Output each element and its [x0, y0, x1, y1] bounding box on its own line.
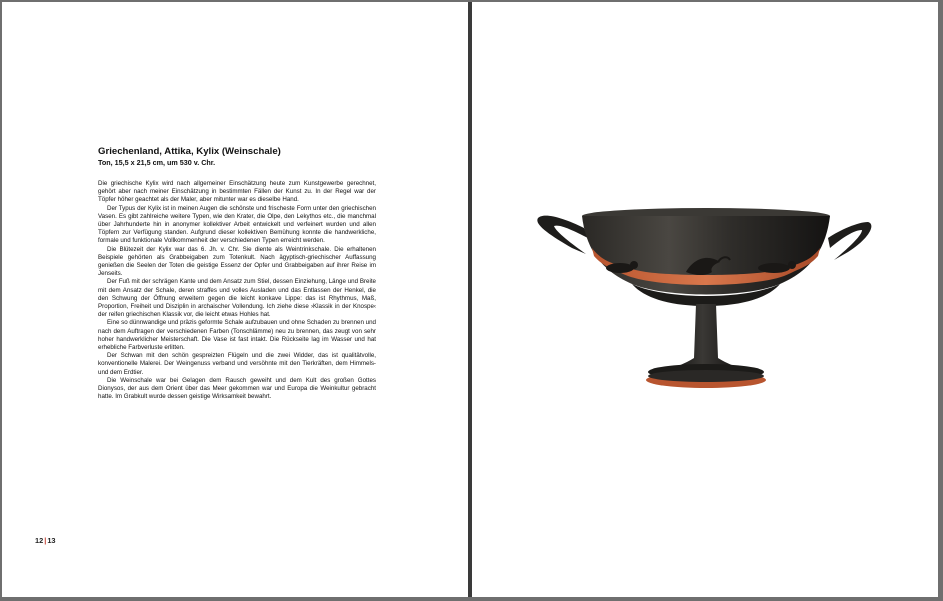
paragraph: Der Schwan mit den schön gespreizten Flügeln und die zwei Widder, das ist qualitätvolle, konventionelle Malerei. Der Weingenuss verband und versöhnte mit den Tierkräften, dem Himmels- und dem Erdtier.: [98, 352, 376, 376]
right-page: [472, 2, 938, 597]
right-handle: [828, 222, 871, 260]
page-subheading: Ton, 15,5 x 21,5 cm, um 530 v. Chr.: [98, 158, 216, 167]
page-heading: Griechenland, Attika, Kylix (Weinschale): [98, 146, 281, 157]
paragraph: Der Typus der Kylix ist in meinen Augen die schönste und frischeste Form unter den griechischen Vasen. Es gibt zahlreiche weitere Typen, wie den Krater, die Olpe, den Lekythos etc., die manchmal über Jahrhunderte hin in anonymer kollektiver Arbeit entwickelt und verfeinert wurden und allen Töpfern zur Verfügung standen. Aufgrund dieser kollektiven Bemühung konnte die handwerkliche, formale und funktionale Vollkommenheit der verschiedenen Typen erreicht werden.: [98, 204, 376, 245]
paragraph: Die Blütezeit der Kylix war das 6. Jh. v. Chr. Sie diente als Weintrinkschale. Die erhaltenen Beispiele gehörten als Grabbeigaben zum Totenkult. Nach ägyptisch-griechischer Auffassung genießen die Seelen der Toten die geistige Essenz der Opfer und Grabbeigaben auf ihrer Reise im Jenseits.: [98, 245, 376, 278]
left-handle: [537, 216, 588, 254]
paragraph: Der Fuß mit der schrägen Kante und dem Ansatz zum Stiel, dessen Einziehung, Länge und Breite mit dem Ansatz der Schale, deren straffes und volles Ausladen und das Entlassen der Henkel, die den Schwung der Öffnung erweitern gegen die leicht konkave Lippe: das ist Rhythmus, Maß, Proportion, Freiheit und Disziplin in archaischer Vollendung. Ich ziehe diese ›Klassik in der Knospe‹ der reifen griechischen Klassik vor, die leicht etwas Hohles hat.: [98, 278, 376, 319]
left-page: [2, 2, 468, 597]
page-number-right: 13: [47, 536, 56, 545]
page-number-separator: |: [44, 536, 47, 545]
paragraph: Die Weinschale war bei Gelagen dem Rausch geweiht und dem Kult des großen Gottes Dionysos, der aus dem Orient über das Meer gekommen war und Europa die Weinkultur gebracht hatte. Im Grabkult wurde dessen geistige Wirksamkeit bewahrt.: [98, 376, 376, 401]
page-number-left: 12: [35, 536, 44, 545]
kylix-vase-image: [536, 208, 876, 400]
text-block: [98, 146, 376, 401]
paragraph: Die griechische Kylix wird nach allgemeiner Einschätzung heute zum Kunstgewerbe gerechnet, gehört aber nach meiner Einschätzung in bestimmten Fällen der Kunst zu. In der Regel war der Töpfer höher geachtet als der Maler, aber mitunter war es dieselbe Hand.: [98, 180, 376, 204]
stem: [672, 304, 740, 368]
paragraph: Eine so dünnwandige und präzis geformte Schale aufzubauen und ohne Schaden zu brennen und nach dem Auftragen der verschiedenen Farben (Tonschlämme) neu zu brennen, das zeugt von sehr hoher handwerklicher Meisterschaft. Die Vase ist fast intakt. Die Rückseite lag im Wasser und hat erhebliche Farbverluste erlitten.: [98, 319, 376, 352]
page-number: [35, 536, 56, 545]
